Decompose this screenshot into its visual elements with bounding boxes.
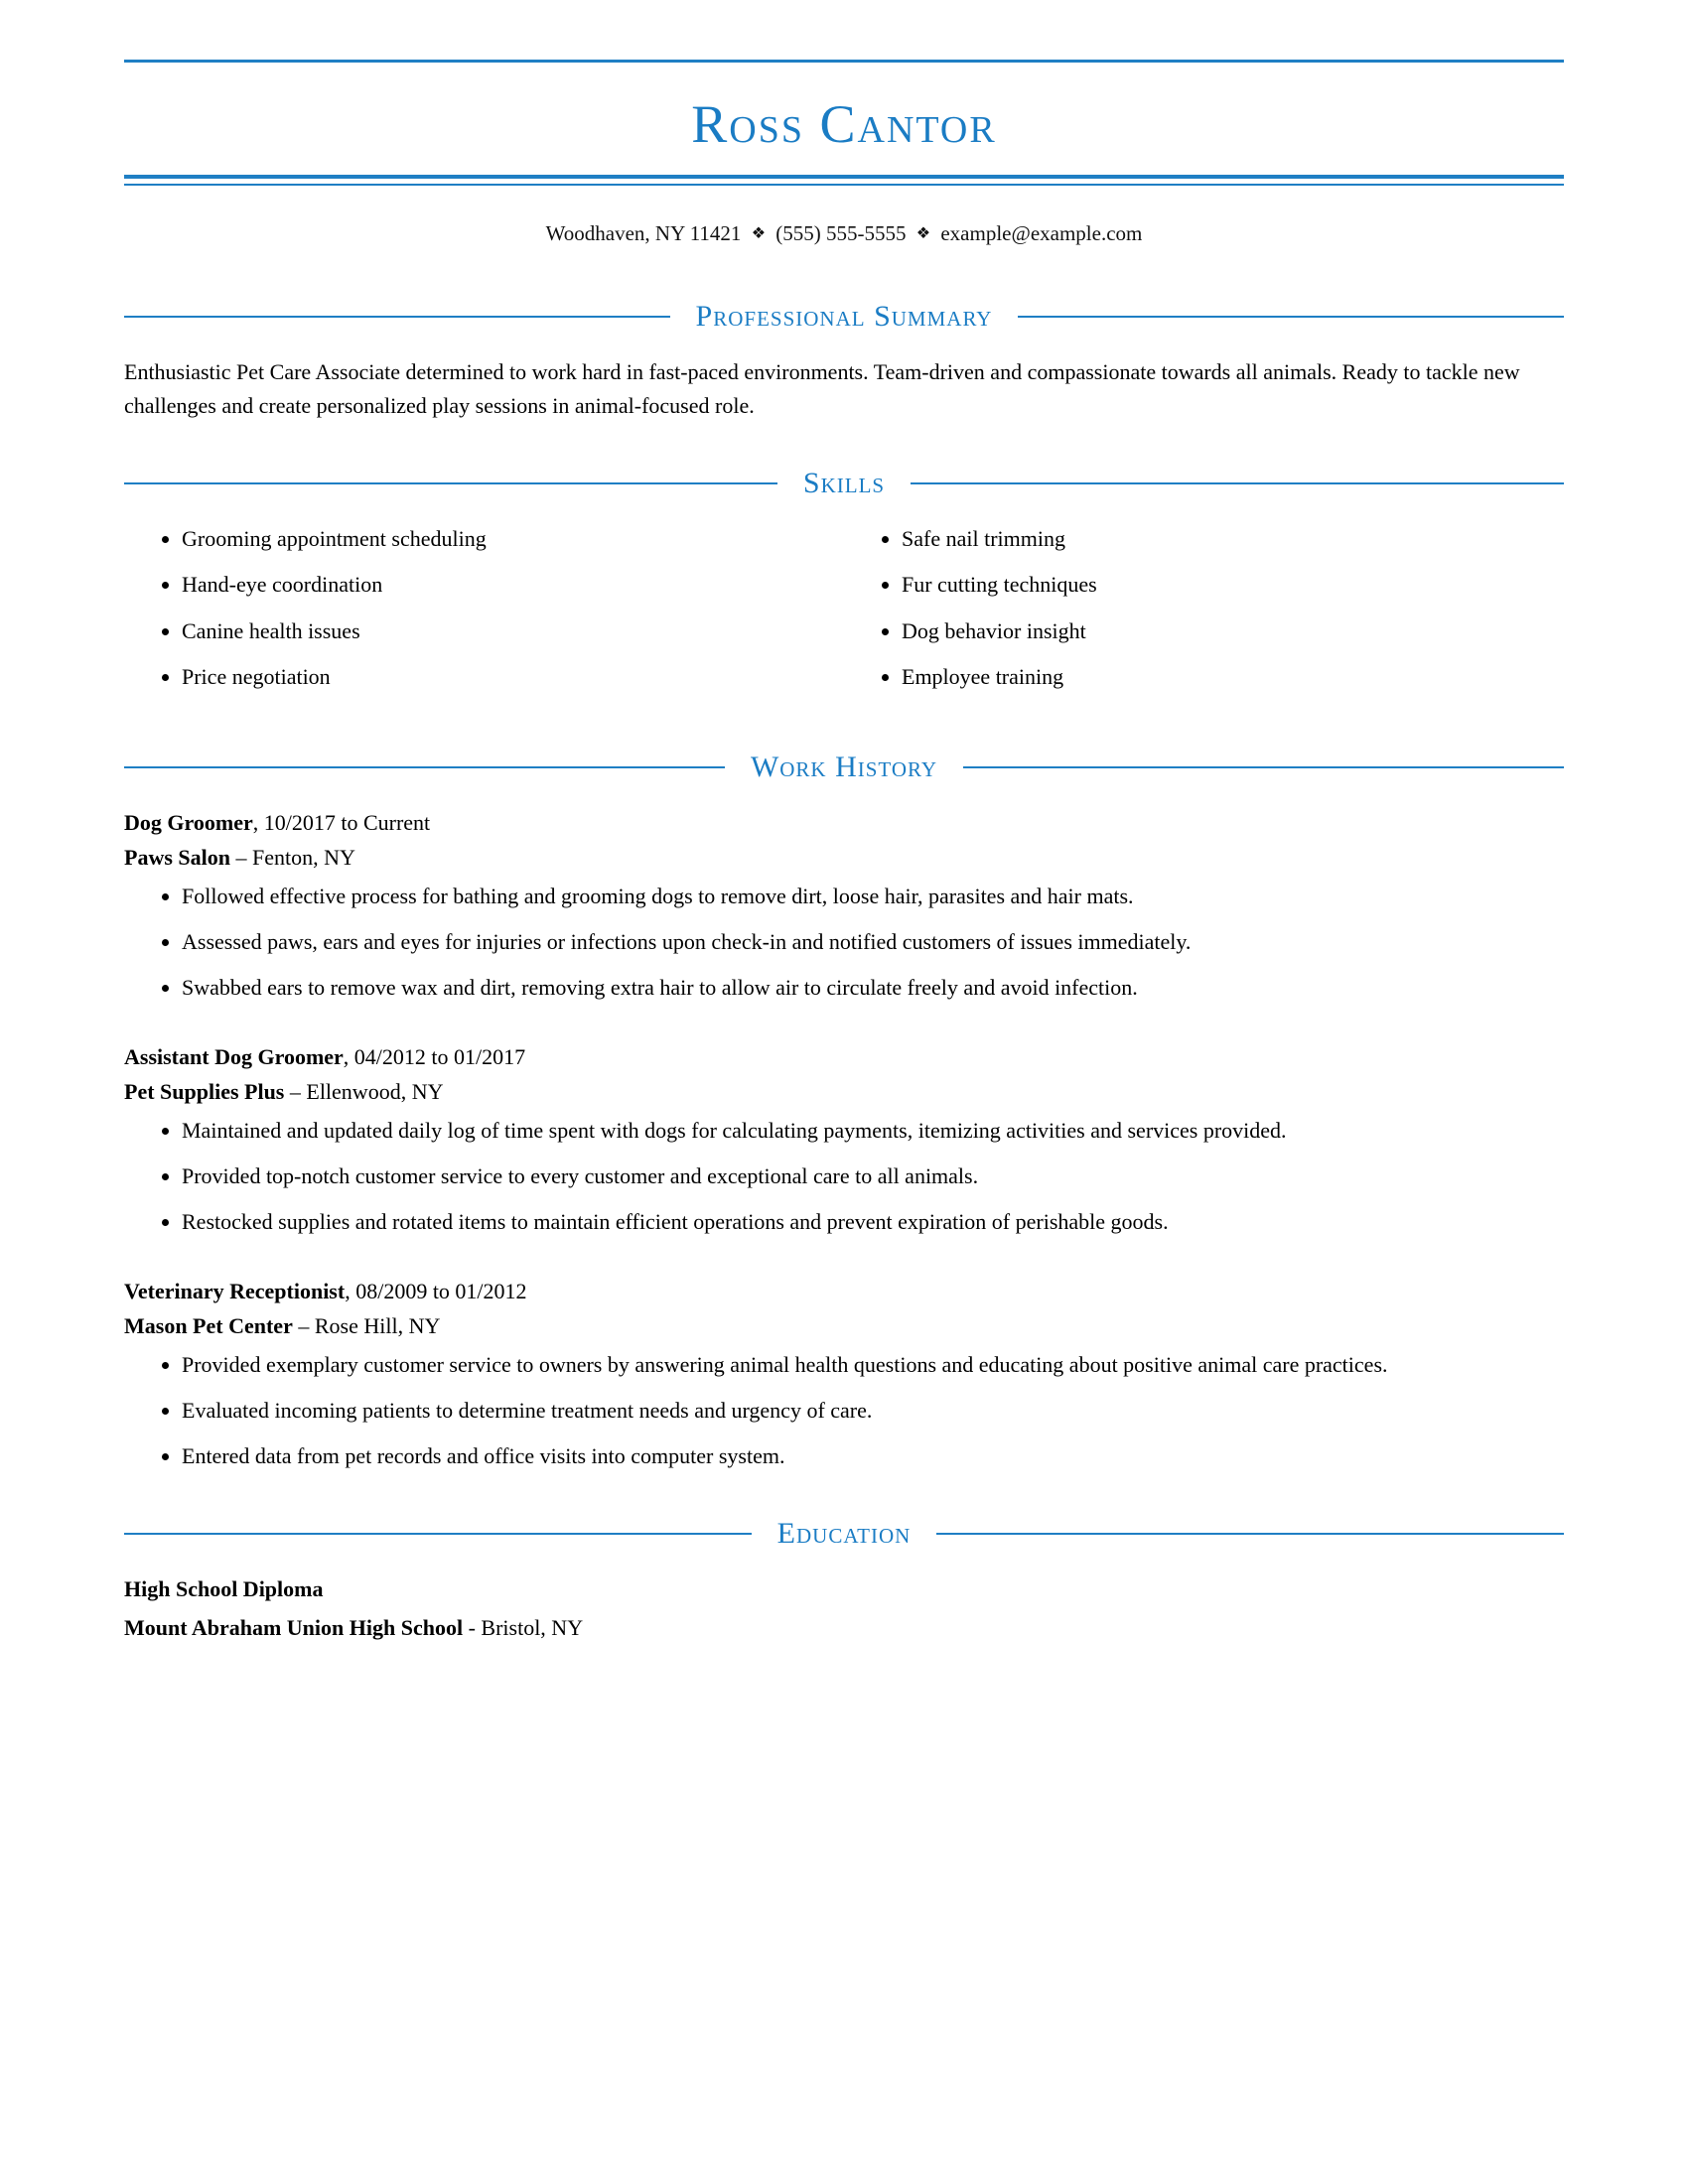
header-rule-outer [124,175,1564,179]
section-header-summary [124,300,1564,334]
education-school-line [124,1611,1564,1645]
job-company: Pet Supplies Plus [124,1078,285,1104]
job-location: – Fenton, NY [229,844,355,870]
section-title: Work History [750,750,938,783]
name-block [124,63,1564,175]
education-degree: High School Diploma [124,1576,324,1602]
job-company: Paws Salon [124,844,230,870]
diamond-separator-icon: ❖ [751,224,767,242]
section-header-education [124,1517,1564,1551]
list-item: • Restocked supplies and rotated items to maintain efficient operations and prevent expiration of perishable goods. [182,1205,1564,1239]
list-item: • Assessed paws, ears and eyes for injuries or infections upon check-in and notified customers of issues immediately. [182,925,1564,959]
section-rule-left [124,316,670,318]
list-item: • Evaluated incoming patients to determine treatment needs and urgency of care. [182,1394,1564,1428]
job-role: Assistant Dog Groomer [124,1043,344,1069]
job-title-line [124,1275,1564,1307]
list-item: • Canine health issues [182,614,844,647]
job-company-line [124,1309,1564,1342]
job-location: – Rose Hill, NY [292,1313,441,1339]
section-rule-left [124,482,777,484]
list-item: • Dog behavior insight [902,614,1564,647]
job-role: Dog Groomer [124,809,253,835]
work-entry [124,1275,1564,1473]
section-rule-left [124,766,725,768]
list-item: • Fur cutting techniques [902,568,1564,601]
list-item: • Grooming appointment scheduling [182,522,844,555]
list-item: • Safe nail trimming [902,522,1564,555]
contact-phone: (555) 555-5555 [775,220,907,245]
section-rule-right [963,766,1564,768]
section-rule-right [936,1533,1564,1535]
section-title: Professional Summary [695,299,993,333]
job-company-line [124,841,1564,874]
page-title: Ross Cantor [691,94,997,154]
section-header-work-history [124,751,1564,784]
contact-email: example@example.com [940,220,1143,245]
job-dates: , 08/2009 to 01/2012 [345,1279,527,1304]
summary-text: Enthusiastic Pet Care Associate determined to work hard in fast-paced environments. Team-driven and compassionate towards all animals. Ready to tackle new challenges and create personalized play sessions in animal-focused role. [124,358,1520,418]
work-entry [124,806,1564,1005]
list-item: • Entered data from pet records and office visits into computer system. [182,1439,1564,1473]
list-item: • Swabbed ears to remove wax and dirt, removing extra hair to allow air to circulate freely and avoid infection. [182,971,1564,1005]
education-location: - Bristol, NY [463,1614,584,1640]
job-dates: , 04/2012 to 01/2017 [343,1043,526,1069]
section-rule-left [124,1533,752,1535]
job-title-line [124,1040,1564,1073]
skills-columns [124,522,1564,707]
list-item: • Price negotiation [182,660,844,693]
section-rule-right [911,482,1564,484]
work-entry [124,1040,1564,1239]
skills-column-left [124,522,844,707]
contact-location: Woodhaven, NY 11421 [545,220,742,245]
contact-line [124,186,1564,256]
list-item: • Maintained and updated daily log of time spent with dogs for calculating payments, itemizing activities and services provided. [182,1114,1564,1148]
section-rule-right [1018,316,1564,318]
section-title: Education [776,1517,912,1551]
list-item: • Provided top-notch customer service to every customer and exceptional care to all animals. [182,1160,1564,1193]
skills-column-right [844,522,1564,707]
job-company-line [124,1075,1564,1108]
section-header-skills [124,467,1564,500]
list-item: • Employee training [902,660,1564,693]
section-title: Skills [802,466,886,499]
job-dates: , 10/2017 to Current [252,809,431,835]
job-title-line [124,806,1564,839]
diamond-separator-icon: ❖ [915,224,931,242]
list-item: • Hand-eye coordination [182,568,844,601]
job-location: – Ellenwood, NY [284,1078,444,1104]
job-role: Veterinary Receptionist [124,1279,346,1304]
list-item: • Provided exemplary customer service to owners by answering animal health questions and educating about positive animal care practices. [182,1348,1564,1382]
list-item: • Followed effective process for bathing and grooming dogs to remove dirt, loose hair, parasites and hair mats. [182,880,1564,913]
job-company: Mason Pet Center [124,1313,293,1339]
education-school: Mount Abraham Union High School [124,1614,464,1640]
